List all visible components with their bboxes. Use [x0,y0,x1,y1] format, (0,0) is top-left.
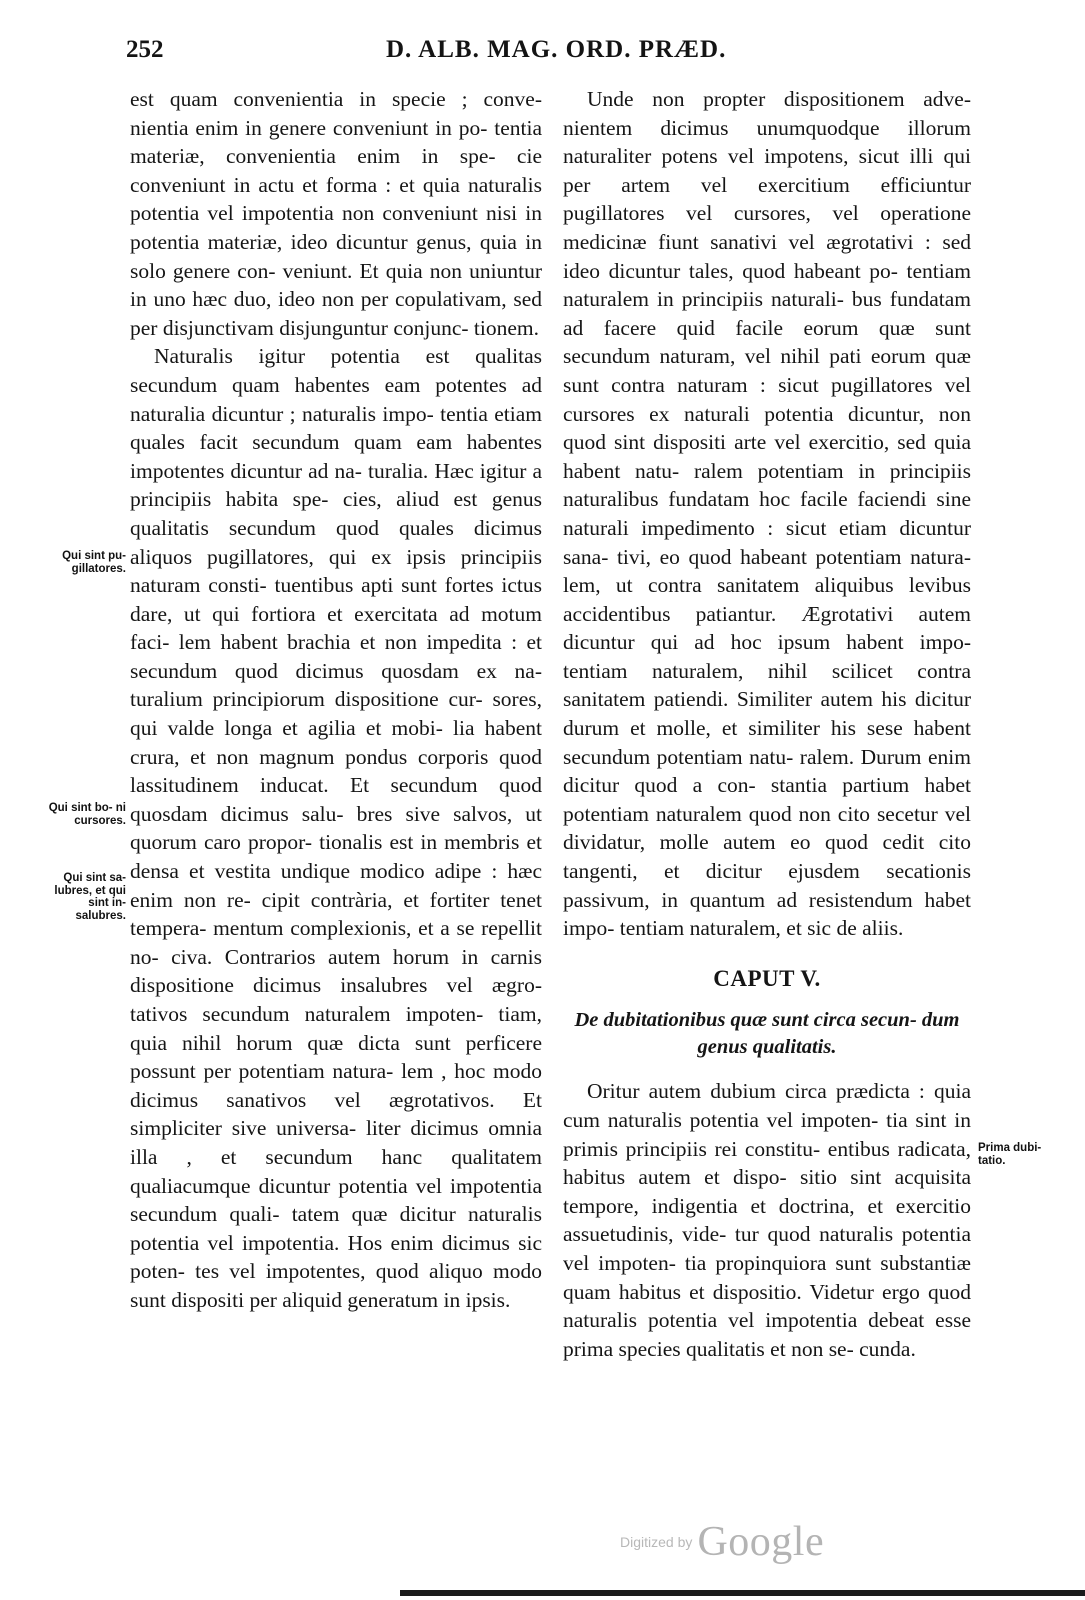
left-column [130,85,542,1315]
digitization-watermark [620,1518,824,1566]
bottom-scan-edge [400,1590,1085,1596]
running-head: D. ALB. MAG. ORD. PRÆD. [386,36,727,63]
right-column [563,85,971,1363]
left-paragraph-1: est quam convenientia in specie ; conve- nientia enim in genere conveniunt in po- tentia materiæ, convenientia enim in spe- cie conveniunt in actu et forma : et quia naturalis potentia vel impotentia non conveniunt nisi in potentia materiæ, ideo dicuntur genus, quia in solo genere con- veniunt. Et quia non uniuntur in uno hæc duo, ideo non per copulativam, sed per disjunctivam disjunguntur conjunc- tionem. [130,87,542,340]
page-header [126,36,971,70]
left-paragraph-2: Naturalis igitur potentia est qualitas secundum quam habentes eam potentes ad naturalia dicuntur ; naturalis impo- tentia etiam quales facit secundum quam eam habentes impotentes dicuntur ad na- turalia. Hæc igitur a principiis habita spe- cies, aliud est genus qualitatis secundum quod quales dicimus aliquos pugillatores, qui ex ipsis principiis naturam consti- tuentibus apti sunt fortes ictus dare, ut qui fortiora et exercitata ad motum faci- lem habent brachia et non impedita : et secundum quod dicimus quosdam ex na- turalium principiorum dispositione cur- sores, qui valde longa et agilia et mobi- lia habent crura, et non magnum pondus corporis quod lassitudinem inducat. Et secundum quod quosdam dicimus salu- bres sive salvos, ut quorum caro propor- tionalis est in membris et densa et vestita undique modico adipe : hæc enim non re- cipit contrària, et fortiter tenet tempera- mentum complexionis, et a se repellit no- civa. Contrarios autem horum in carnis dispositione dicimus insalubres vel ægro- tativos secundum naturalem impoten- tiam, quia nihil horum quæ dicta sunt perficere possunt per potentiam natura- lem , hoc modo dicimus sanativos vel ægrotativos. Et simpliciter sive universa- liter dicimus omnia illa , et secundum hanc qualitatem qualiacumque dicuntur potentia vel impotentia secundum quali- tatem quæ dicitur naturalis potentia vel impotentia. Hos enim dicimus sic poten- tes vel impotentes, quod aliquo modo sunt dispositi per aliquid generatum in ipsis. [130,344,542,1312]
margin-note-salubres: Qui sint sa- lubres, et qui sint in- salubres. [54,872,126,922]
right-paragraph-2: Oritur autem dubium circa prædicta : quia cum naturalis potentia vel impoten- tia sint in primis principiis rei constitu- entibus radicata, habitus autem et dispo- sitio sint acquisita tempore, indigentia et doctrina, et exercitio assuetudinis, vide- tur quod naturalis potentia vel impoten- tia propinquiora sunt substantiæ quam habitus et dispositio. Videtur ergo quod naturalis potentia vel impotentia debeat esse prima species qualitatis et non se- cunda. [563,1079,971,1361]
margin-note-pugillatores: Qui sint pu- gillatores. [62,550,126,575]
page-number: 252 [126,36,164,63]
digitized-by-label: Digitized by [620,1534,693,1550]
google-logo: Google [697,1519,825,1565]
margin-note-prima-dubitatio: Prima dubi- tatio. [978,1142,1042,1167]
chapter-subtitle: De dubitationibus quæ sunt circa secun- dum genus qualitatis. [574,1009,960,1059]
margin-note-cursores: Qui sint bo- ni cursores. [48,802,126,827]
chapter-title: CAPUT V. [713,965,821,991]
right-paragraph-1: Unde non propter dispositionem adve- nientem dicimus unumquodque illorum naturaliter potens vel impotens, sicut illi qui per artem vel exercitium efficiuntur pugillatores vel cursores, vel operatione medicinæ fiunt sanativi vel ægrotativi : sed ideo dicuntur tales, quod habeant po- tentiam naturalem in principiis naturali- bus fundatam ad facere quid facile eorum quæ sunt secundum naturam, vel nihil pati eorum quæ sunt contra naturam : sicut pugillatores vel cursores ex naturali potentia dicuntur, non quod sint dispositi arte vel exercitio, sed quia habent natu- ralem potentiam in principiis naturalibus fundatam hoc facile faciendi sine naturali impedimento : sicut etiam dicuntur sana- tivi, eo quod habeant potentiam natura- lem, ut contra sanitatem aliquibus levibus accidentibus patiantur. Ægrotativi autem dicuntur qui ad hoc ipsum habent impo- tentiam naturalem, nihil scilicet contra sanitatem patiendi. Similiter autem his dicitur durum et molle, et similiter his sese habent secundum potentiam natu- ralem. Durum enim dicitur quod a con- stantia partium habet potentiam naturalem quod non cito secetur vel dividatur, molle autem eo quod cedit cito tangenti, et dicitur ejusdem secationis passivum, in quantum ad resistendum habet impo- tentiam naturalem, et sic de aliis. [563,87,971,941]
